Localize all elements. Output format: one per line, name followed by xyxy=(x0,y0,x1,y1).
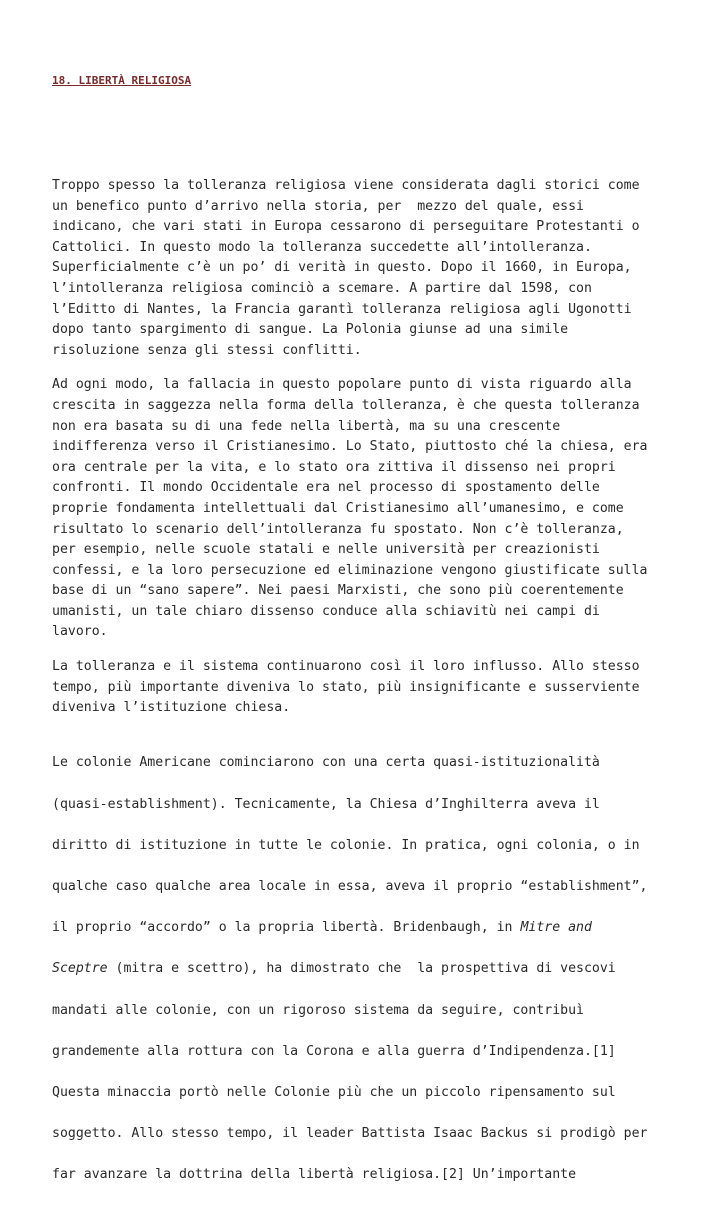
paragraph-line: indicano, che vari stati in Europa cessarono di perseguitare Protestanti o xyxy=(52,219,640,235)
paragraph-line: tempo, più importante diveniva lo stato, più insignificante e susserviente xyxy=(52,679,640,695)
article-body xyxy=(52,176,682,1221)
paragraph-line: far avanzare la dottrina della libertà religiosa.[2] Un’importante xyxy=(52,1167,577,1183)
paragraph-line: confronti. Il mondo Occidentale era nel processo di spostamento delle xyxy=(52,480,600,496)
paragraph-line: lavoro. xyxy=(52,624,108,640)
paragraph-line: dopo tanto spargimento di sangue. La Polonia giunse ad una simile xyxy=(52,322,569,338)
paragraph-line: La tolleranza e il sistema continuarono così il loro influsso. Allo stesso xyxy=(52,659,640,675)
paragraph-line: crescita in saggezza nella forma della tolleranza, è che questa tolleranza xyxy=(52,397,640,413)
paragraph-line: Cattolici. In questo modo la tolleranza succedette all’intolleranza. xyxy=(52,239,592,255)
line-text: il proprio “accordo” o la propria libertà. Bridenbaugh, in xyxy=(52,920,521,936)
paragraph-line: Ad ogni modo, la fallacia in questo popolare punto di vista riguardo alla xyxy=(52,377,632,393)
paragraph-3 xyxy=(52,657,682,719)
paragraph-line: soggetto. Allo stesso tempo, il leader Battista Isaac Backus si prodigò per xyxy=(52,1126,648,1142)
paragraph-line: grandemente alla rottura con la Corona e alla guerra d’Indipendenza.[1] xyxy=(52,1043,616,1059)
paragraph-line: proprie fondamenta intellettuali dal Cristianesimo all’umanesimo, e come xyxy=(52,500,624,516)
paragraph-line: ora centrale per la vita, e lo stato ora zittiva il dissenso nei propri xyxy=(52,459,616,475)
paragraph-line: risultato lo scenario dell’intolleranza fu spostato. Non c’è tolleranza, xyxy=(52,521,624,537)
paragraph-line: (quasi-establishment). Tecnicamente, la Chiesa d’Inghilterra aveva il xyxy=(52,796,600,812)
book-title-part: Sceptre xyxy=(52,961,108,977)
paragraph-line: non era basata su di una fede nella libertà, ma su una crescente xyxy=(52,418,561,434)
paragraph-line: confessi, e la loro persecuzione ed eliminazione vengono giustificate sulla xyxy=(52,562,648,578)
book-title-part: Mitre and xyxy=(520,920,592,936)
paragraph-4 xyxy=(52,733,682,1207)
paragraph-line xyxy=(52,918,682,939)
paragraph-line xyxy=(52,959,682,980)
paragraph-line: Le colonie Americane cominciarono con una certa quasi-istituzionalità xyxy=(52,755,600,771)
paragraph-line: l’Editto di Nantes, la Francia garantì tolleranza religiosa agli Ugonotti xyxy=(52,301,632,317)
paragraph-line: base di un “sano sapere”. Nei paesi Marxisti, che sono più coerentemente xyxy=(52,583,624,599)
paragraph-line: diveniva l’istituzione chiesa. xyxy=(52,700,291,716)
paragraph-line: l’intolleranza religiosa cominciò a scemare. A partire dal 1598, con xyxy=(52,280,592,296)
paragraph-line: Troppo spesso la tolleranza religiosa viene considerata dagli storici come xyxy=(52,178,640,193)
paragraph-line: indifferenza verso il Cristianesimo. Lo Stato, piuttosto ché la chiesa, era xyxy=(52,439,648,455)
paragraph-line: mandati alle colonie, con un rigoroso sistema da seguire, contribuì xyxy=(52,1002,584,1018)
paragraph-2 xyxy=(52,375,682,643)
line-text: (mitra e scettro), ha dimostrato che la prospettiva di vescovi xyxy=(107,961,616,977)
paragraph-line: umanisti, un tale chiaro dissenso conduce alla schiavitù nei campi di xyxy=(52,603,600,619)
paragraph-line: per esempio, nelle scuole statali e nelle università per creazionisti xyxy=(52,542,600,558)
paragraph-line: risoluzione senza gli stessi conflitti. xyxy=(52,342,362,358)
paragraph-line: qualche caso qualche area locale in essa, aveva il proprio “establishment”, xyxy=(52,879,648,894)
section-heading[interactable]: 18. LIBERTÀ RELIGIOSA xyxy=(52,74,192,87)
paragraph-line: Superficialmente c’è un po’ di verità in questo. Dopo il 1660, in Europa, xyxy=(52,260,632,276)
paragraph-1 xyxy=(52,176,682,361)
paragraph-line: un benefico punto d’arrivo nella storia, per mezzo del quale, essi xyxy=(52,198,584,214)
paragraph-line: diritto di istituzione in tutte le colonie. In pratica, ogni colonia, o in xyxy=(52,837,640,853)
paragraph-line: Questa minaccia portò nelle Colonie più che un piccolo ripensamento sul xyxy=(52,1084,616,1100)
